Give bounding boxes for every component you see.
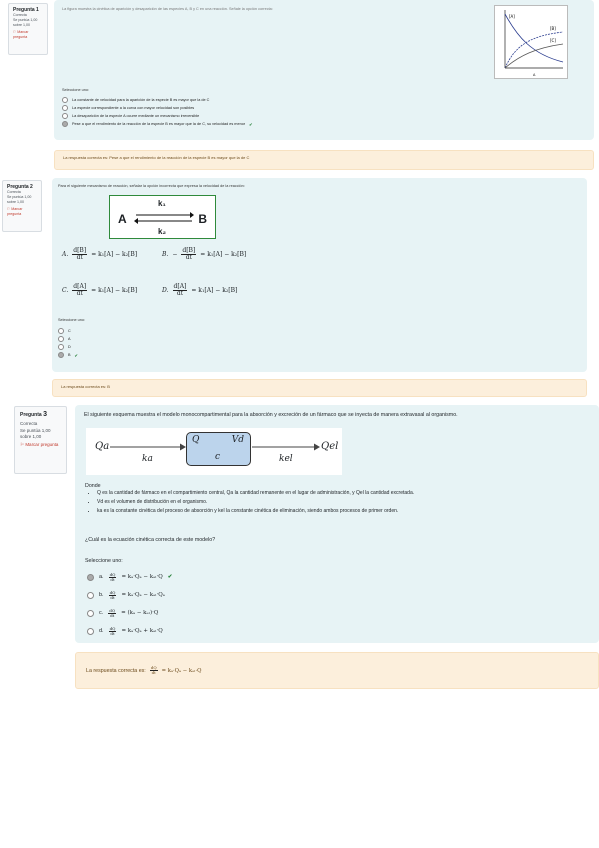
rate-constant-k1: k₁: [158, 199, 166, 208]
equation-rhs: = k₁[A] − k₂[B]: [91, 251, 138, 258]
flag-icon: ⚐: [7, 207, 11, 211]
derivative: [109, 627, 117, 636]
answer-option-d[interactable]: [87, 622, 172, 640]
equation-c: [62, 284, 137, 297]
question-info-1: [8, 3, 48, 55]
frac-num: dQ: [150, 665, 157, 670]
equation-d: [162, 284, 237, 297]
radio-button[interactable]: [58, 328, 64, 334]
option-letter: b.: [99, 592, 104, 598]
frac-den: dt: [110, 630, 115, 636]
correct-answer-expression: = kₐ·Qₐ − kₑₗ·Q: [161, 667, 202, 674]
derivative: [109, 591, 117, 600]
check-icon: ✔: [249, 122, 253, 127]
radio-button[interactable]: [87, 592, 94, 599]
radio-button[interactable]: [87, 574, 94, 581]
question-number: Pregunta 1: [13, 7, 39, 13]
flag-question-link[interactable]: [20, 442, 61, 448]
question-grade: Se puntúa 1,00 sobre 1,00: [13, 18, 38, 27]
frac-den: dt: [76, 254, 83, 261]
equation-letter: B.: [162, 251, 169, 258]
question-info-2: [2, 180, 42, 232]
radio-button[interactable]: [62, 121, 68, 127]
feedback-box-2: [52, 379, 587, 397]
equilibrium-arrows: [134, 211, 194, 225]
option-label: B: [68, 353, 71, 357]
reaction-scheme: [109, 195, 216, 239]
option-label: La especie correspondiente a la curva con mayor velocidad son posibles: [72, 106, 195, 110]
frac-num: dQ: [109, 571, 116, 577]
elimination-arrow: [252, 443, 320, 451]
where-label: Donde: [85, 483, 101, 489]
flag-label: Marcar pregunta: [25, 442, 59, 447]
flag-label: Marcar pregunta: [7, 207, 23, 216]
flag-question-link[interactable]: [13, 30, 43, 40]
derivative: [109, 573, 117, 582]
option-label: La desaparición de la especie A ocurre mediante un mecanismo irreversible: [72, 114, 200, 118]
graph-label-a: [A]: [509, 14, 515, 19]
answer-option[interactable]: [62, 104, 482, 112]
graph-label-c: [C]: [550, 38, 556, 43]
option-label: Pese a que el rendimiento de la reacción de la especie B es mayor que la de C, su velocidad es menor: [72, 122, 246, 126]
equation-letter: D.: [162, 287, 169, 294]
question-status: Correcta: [13, 13, 27, 17]
kel-label: kel: [279, 454, 293, 464]
question-number: [20, 411, 61, 418]
frac-num: d[B]: [73, 247, 87, 254]
radio-button[interactable]: [58, 352, 64, 358]
option-label: D: [68, 345, 71, 349]
species-a: A: [118, 212, 127, 226]
option-expression: = kₐ·Qₐ − kₑₗ·Q: [121, 574, 163, 580]
flag-icon: ⚐: [20, 442, 25, 447]
question-number-value: 3: [43, 411, 47, 418]
qel-label: Qel: [321, 441, 339, 452]
equation-letter: C.: [62, 287, 69, 294]
select-label: Seleccione uno:: [62, 88, 90, 92]
question-number: Pregunta 2: [7, 184, 33, 190]
kinetics-graph: [494, 5, 568, 79]
question-status: Correcta: [7, 190, 21, 194]
radio-button[interactable]: [62, 113, 68, 119]
question-grade: Se puntúa 1,00 sobre 1,00: [20, 428, 51, 439]
correct-answer-text: La respuesta correcta es: Pese a que el rendimiento de la reacción de la especie B es mayor que la de C: [63, 155, 250, 160]
option-label: La constante de velocidad para la aparición de la especie B es mayor que la de C: [72, 98, 210, 102]
radio-button[interactable]: [87, 628, 94, 635]
answer-option-c[interactable]: [87, 604, 172, 622]
equation-b: [162, 248, 246, 261]
feedback-box-1: [54, 150, 594, 170]
frac-num: dQ: [109, 625, 116, 631]
select-label: Seleccione uno:: [58, 318, 86, 322]
flag-icon: ⚐: [13, 30, 17, 34]
answer-option[interactable]: [62, 96, 482, 104]
option-label: C: [68, 329, 71, 333]
question-label: Pregunta: [20, 412, 42, 418]
answer-option-b[interactable]: [87, 586, 172, 604]
definition-item: • Q es la cantidad de fármaco en el compartimiento central, Qa la cantidad remanente en el lugar de administración, y Qel la cantidad excretada.: [97, 489, 597, 498]
radio-button[interactable]: [62, 105, 68, 111]
question-prompt: ¿Cuál es la ecuación cinética correcta de este modelo?: [85, 537, 216, 543]
radio-button[interactable]: [58, 344, 64, 350]
rate-constant-k2: k₂: [158, 227, 167, 236]
q-label: Q: [192, 435, 200, 445]
question-text-2: Para el siguiente mecanismo de reacción, señalar la opción incorrecta que expresa la velocidad de la reacción:: [58, 184, 245, 188]
question-info-3: [14, 406, 67, 474]
qa-label: Qa: [95, 441, 110, 452]
c-label: c: [215, 452, 221, 462]
check-icon: ✔: [74, 353, 78, 358]
frac-den: dt: [110, 612, 115, 618]
answer-option[interactable]: [62, 112, 482, 120]
answer-option[interactable]: [62, 120, 482, 128]
definition-item: • Vd es el volumen de distribución en el organismo.: [97, 498, 597, 507]
answer-option[interactable]: [58, 343, 78, 351]
flag-question-link[interactable]: [7, 207, 37, 217]
species-b: B: [198, 212, 207, 226]
frac-num: d[A]: [73, 283, 87, 290]
derivative: [108, 609, 116, 618]
option-letter: a.: [99, 574, 104, 580]
frac-num: d[A]: [173, 283, 187, 290]
central-compartment: [186, 432, 251, 466]
option-label: A: [68, 337, 71, 341]
question-content-3: [75, 405, 599, 643]
flag-label: Marcar pregunta: [13, 30, 29, 39]
derivative: [150, 666, 158, 675]
select-label: Seleccione uno:: [85, 558, 123, 564]
vd-label: Vd: [231, 435, 244, 445]
frac-den: dt: [76, 290, 83, 297]
question-text-3: El siguiente esquema muestra el modelo monocompartimental para la absorción y excreción de un fármaco que se inyecta de manera extravasal al organismo.: [84, 412, 458, 418]
options-list: [87, 568, 172, 640]
frac-num: dQ: [109, 607, 116, 613]
question-content-2: [52, 178, 587, 372]
option-expression: = kₐ·Qₐ + kₑₗ·Q: [121, 628, 163, 634]
radio-button[interactable]: [87, 610, 94, 617]
correct-answer-text: La respuesta correcta es: B: [61, 384, 110, 389]
answer-option[interactable]: [58, 327, 78, 335]
graph-axis-label: A: [533, 73, 536, 77]
option-expression: = (kₐ − kₑₗ)·Q: [121, 610, 159, 616]
curve-c: [505, 44, 563, 68]
frac-den: dt: [110, 576, 115, 582]
equation-letter: A.: [62, 251, 69, 258]
question-content-1: [54, 0, 594, 140]
frac-den: dt: [110, 594, 115, 600]
correct-answer-prefix: La respuesta correcta es:: [86, 667, 146, 674]
option-expression: = kₐ·Qₐ − kₑₗ·Qₐ: [121, 592, 165, 598]
frac-den: dt: [176, 290, 184, 297]
ka-label: ka: [142, 454, 153, 464]
definitions-list: [85, 489, 597, 516]
question-grade: Se puntúa 1,00 sobre 1,00: [7, 195, 32, 204]
frac-num: dQ: [109, 589, 116, 595]
question-text-1: La figura muestra la cinética de aparición y desaparición de las especies A, B y C en una reacción. Señale la opción correcta:: [62, 7, 273, 11]
equation-rhs: = k₁[A] − k₂[B]: [200, 251, 247, 258]
radio-button[interactable]: [62, 97, 68, 103]
answer-option[interactable]: [58, 351, 78, 359]
equation-prefix: −: [172, 251, 178, 258]
feedback-box-3: [75, 652, 599, 689]
graph-label-b: [B]: [550, 26, 556, 31]
pk-model-diagram: [86, 428, 342, 475]
frac-den: dt: [185, 254, 192, 261]
option-letter: c.: [99, 610, 104, 616]
absorption-arrow: [110, 443, 186, 451]
definition-item: • ka es la constante cinética del proceso de absorción y kel la constante cinética de eliminación, siendo ambos procesos de primer orden.: [97, 507, 597, 516]
answer-option-a[interactable]: [87, 568, 172, 586]
question-status: Correcta: [20, 421, 38, 426]
equation-rhs: = k₁[A] − k₂[B]: [91, 287, 138, 294]
equation-rhs: = k₁[A] − k₂[B]: [191, 287, 238, 294]
option-letter: d.: [99, 628, 104, 634]
answer-option[interactable]: [58, 335, 78, 343]
frac-den: dt: [151, 670, 156, 675]
equation-a: [62, 248, 137, 261]
radio-button[interactable]: [58, 336, 64, 342]
frac-num: d[B]: [182, 247, 196, 254]
check-icon: ✔: [167, 574, 173, 580]
